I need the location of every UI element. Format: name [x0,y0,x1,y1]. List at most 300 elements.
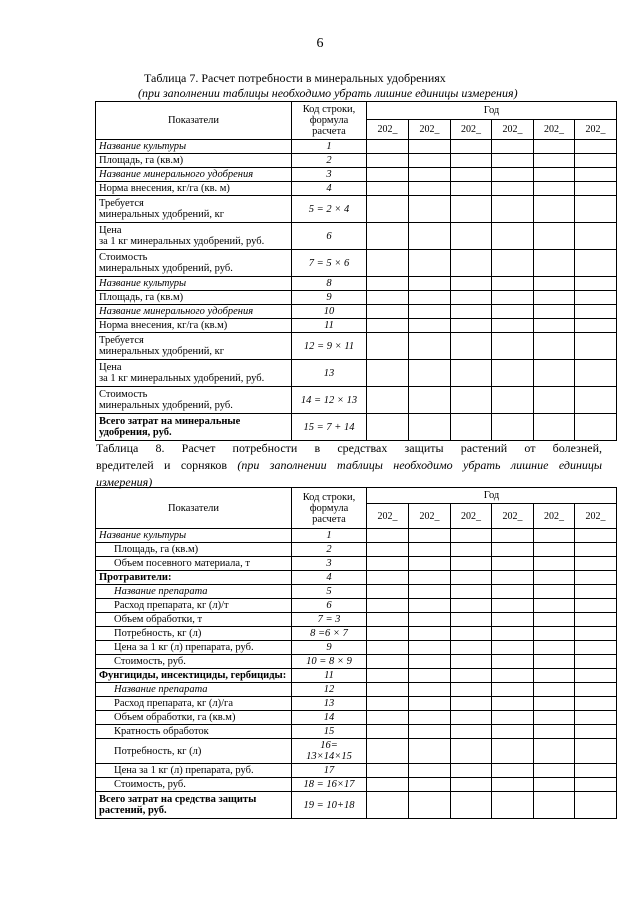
data-cell[interactable] [534,319,575,333]
data-cell[interactable] [492,387,534,414]
data-cell[interactable] [409,641,451,655]
data-cell[interactable] [492,697,534,711]
data-cell[interactable] [367,627,409,641]
data-cell[interactable] [409,778,451,792]
data-cell[interactable] [534,683,575,697]
table8-caption-line3: измерения) [96,475,153,489]
data-cell[interactable] [575,571,617,585]
data-cell[interactable] [367,387,409,414]
row-label-line: минеральных удобрений, кг [99,346,225,357]
data-cell[interactable] [492,319,534,333]
row-code: 11 [292,319,367,333]
data-cell[interactable] [492,655,534,669]
data-cell[interactable] [451,571,492,585]
data-cell[interactable] [575,683,617,697]
data-cell[interactable] [451,277,492,291]
data-cell[interactable] [367,250,409,277]
data-cell[interactable] [451,250,492,277]
data-cell[interactable] [409,154,451,168]
data-cell[interactable] [367,557,409,571]
data-cell[interactable] [367,543,409,557]
table7-note: (при заполнении таблицы необходимо убрать лишние единицы измерения) [138,86,518,100]
row-code: 9 [292,641,367,655]
row-label-line: за 1 кг минеральных удобрений, руб. [99,373,265,384]
data-cell[interactable] [451,196,492,223]
data-cell[interactable] [367,154,409,168]
data-cell[interactable] [451,557,492,571]
data-cell[interactable] [492,585,534,599]
data-cell[interactable] [534,764,575,778]
data-cell[interactable] [575,543,617,557]
row-label [96,360,292,387]
row-label-line: минеральных удобрений, кг [99,209,225,220]
header-year: Год [367,488,617,504]
data-cell[interactable] [451,711,492,725]
data-cell[interactable] [409,291,451,305]
row-code: 14 = 12 × 13 [292,387,367,414]
data-cell[interactable] [534,697,575,711]
data-cell[interactable] [575,168,617,182]
data-cell[interactable] [409,655,451,669]
data-cell[interactable] [409,196,451,223]
row-label: Потребность, кг (л) [96,627,292,641]
row-label: Кратность обработок [96,725,292,739]
row-code: 19 = 10+18 [292,792,367,819]
data-cell[interactable] [409,585,451,599]
data-cell[interactable] [534,360,575,387]
data-cell[interactable] [367,571,409,585]
data-cell[interactable] [451,291,492,305]
data-cell[interactable] [534,655,575,669]
data-cell[interactable] [575,739,617,764]
data-cell[interactable] [575,557,617,571]
data-cell[interactable] [492,792,534,819]
data-cell[interactable] [451,387,492,414]
row-label: Площадь, га (кв.м) [96,154,292,168]
data-cell[interactable] [409,277,451,291]
row-code: 1 [292,529,367,543]
row-code: 3 [292,557,367,571]
data-cell[interactable] [492,764,534,778]
data-cell[interactable] [451,360,492,387]
data-cell[interactable] [492,140,534,154]
data-cell[interactable] [492,223,534,250]
data-cell[interactable] [492,683,534,697]
row-label-section: Фунгициды, инсектициды, гербициды: [96,669,292,683]
data-cell[interactable] [534,613,575,627]
row-label: Норма внесения, кг/га (кв. м) [96,182,292,196]
data-cell[interactable] [409,333,451,360]
data-cell[interactable] [575,613,617,627]
data-cell[interactable] [409,669,451,683]
data-cell[interactable] [451,792,492,819]
row-code: 3 [292,168,367,182]
row-code: 12 [292,683,367,697]
row-label: Расход препарата, кг (л)/га [96,697,292,711]
data-cell[interactable] [409,250,451,277]
data-cell[interactable] [575,223,617,250]
data-cell[interactable] [534,778,575,792]
data-cell[interactable] [409,764,451,778]
data-cell[interactable] [492,627,534,641]
data-cell[interactable] [492,182,534,196]
data-cell[interactable] [367,599,409,613]
row-label: Объем обработки, га (кв.м) [96,711,292,725]
row-label-line: минеральных удобрений, руб. [99,263,233,274]
row-label-line: за 1 кг минеральных удобрений, руб. [99,236,265,247]
data-cell[interactable] [451,543,492,557]
row-label: Площадь, га (кв.м) [96,543,292,557]
row-label [96,196,292,223]
data-cell[interactable] [451,585,492,599]
data-cell[interactable] [409,223,451,250]
data-cell[interactable] [451,182,492,196]
data-cell[interactable] [409,360,451,387]
data-cell[interactable] [575,764,617,778]
data-cell[interactable] [575,196,617,223]
data-cell[interactable] [492,669,534,683]
year-col: 202_ [451,504,492,529]
row-label: Стоимость, руб. [96,778,292,792]
data-cell[interactable] [409,182,451,196]
row-label [96,333,292,360]
data-cell[interactable] [534,529,575,543]
data-cell[interactable] [367,360,409,387]
table8-note: (при заполнении таблицы необходимо убрать лишние единицы [237,458,603,472]
year-col: 202_ [451,120,492,140]
data-cell[interactable] [534,333,575,360]
row-code: 7 = 5 × 6 [292,250,367,277]
data-cell[interactable] [451,154,492,168]
table7-caption: Таблица 7. Расчет потребности в минеральных удобрениях [144,71,446,85]
data-cell[interactable] [534,168,575,182]
data-cell[interactable] [534,154,575,168]
data-cell[interactable] [367,168,409,182]
data-cell[interactable] [367,613,409,627]
data-cell[interactable] [367,140,409,154]
row-label: Название препарата [96,683,292,697]
data-cell[interactable] [492,414,534,441]
data-cell[interactable] [534,182,575,196]
year-col: 202_ [367,120,409,140]
header-code: Код строки, формула расчета [292,102,367,140]
data-cell[interactable] [409,627,451,641]
row-label-line: Требуется [99,335,144,346]
data-cell[interactable] [492,711,534,725]
data-cell[interactable] [367,641,409,655]
data-cell[interactable] [534,305,575,319]
data-cell[interactable] [534,557,575,571]
data-cell[interactable] [409,557,451,571]
data-cell[interactable] [409,792,451,819]
row-label: Стоимость, руб. [96,655,292,669]
data-cell[interactable] [492,250,534,277]
data-cell[interactable] [492,305,534,319]
data-cell[interactable] [492,154,534,168]
data-cell[interactable] [451,697,492,711]
data-cell[interactable] [575,277,617,291]
row-label-total: Всего затрат на средства защиты растений, руб. [96,792,292,819]
data-cell[interactable] [451,613,492,627]
data-cell[interactable] [492,196,534,223]
data-cell[interactable] [575,305,617,319]
data-cell[interactable] [492,613,534,627]
data-cell[interactable] [534,196,575,223]
row-code: 17 [292,764,367,778]
data-cell[interactable] [534,711,575,725]
row-label-line: Стоимость [99,252,148,263]
table8-caption-line2 [96,458,602,472]
data-cell[interactable] [367,333,409,360]
data-cell[interactable] [534,585,575,599]
data-cell[interactable] [575,585,617,599]
row-label: Название минерального удобрения [96,305,292,319]
year-col: 202_ [575,504,617,529]
data-cell[interactable] [409,697,451,711]
data-cell[interactable] [575,250,617,277]
data-cell[interactable] [367,223,409,250]
data-cell[interactable] [451,669,492,683]
data-cell[interactable] [409,599,451,613]
table8-caption-line1: Таблица 8. Расчет потребности в средствах защиты растений от болезней, [96,441,602,455]
row-code: 6 [292,223,367,250]
row-label: Название культуры [96,529,292,543]
data-cell[interactable] [534,792,575,819]
year-col: 202_ [492,504,534,529]
data-cell[interactable] [367,529,409,543]
data-cell[interactable] [492,333,534,360]
row-label-line: минеральных удобрений, руб. [99,400,233,411]
data-cell[interactable] [451,414,492,441]
data-cell[interactable] [409,571,451,585]
row-label: Название препарата [96,585,292,599]
data-cell[interactable] [534,250,575,277]
data-cell[interactable] [575,655,617,669]
data-cell[interactable] [451,140,492,154]
data-cell[interactable] [367,305,409,319]
data-cell[interactable] [409,543,451,557]
row-label [96,387,292,414]
data-cell[interactable] [451,739,492,764]
data-cell[interactable] [367,739,409,764]
row-label: Объем посевного материала, т [96,557,292,571]
data-cell[interactable] [367,319,409,333]
header-code: Код строки, формула расчета [292,488,367,529]
row-code: 2 [292,543,367,557]
row-code: 15 = 7 + 14 [292,414,367,441]
row-code: 13 [292,360,367,387]
data-cell[interactable] [534,277,575,291]
data-cell[interactable] [451,778,492,792]
data-cell[interactable] [409,305,451,319]
data-cell[interactable] [575,414,617,441]
data-cell[interactable] [409,739,451,764]
data-cell[interactable] [534,739,575,764]
data-cell[interactable] [367,655,409,669]
data-cell[interactable] [367,792,409,819]
data-cell[interactable] [409,529,451,543]
row-label: Название минерального удобрения [96,168,292,182]
data-cell[interactable] [367,669,409,683]
data-cell[interactable] [492,571,534,585]
row-code: 5 [292,585,367,599]
row-code: 4 [292,571,367,585]
data-cell[interactable] [451,725,492,739]
data-cell[interactable] [492,739,534,764]
data-cell[interactable] [367,277,409,291]
row-code: 15 [292,725,367,739]
data-cell[interactable] [367,683,409,697]
data-cell[interactable] [575,360,617,387]
data-cell[interactable] [492,529,534,543]
data-cell[interactable] [534,571,575,585]
row-label-line: Цена [99,362,122,373]
data-cell[interactable] [451,319,492,333]
data-cell[interactable] [409,683,451,697]
data-cell[interactable] [575,154,617,168]
data-cell[interactable] [575,697,617,711]
data-cell[interactable] [367,291,409,305]
data-cell[interactable] [409,387,451,414]
row-code-line: 16= [320,740,338,751]
data-cell[interactable] [367,414,409,441]
data-cell[interactable] [575,627,617,641]
data-cell[interactable] [575,778,617,792]
row-code: 6 [292,599,367,613]
data-cell[interactable] [451,599,492,613]
row-code: 1 [292,140,367,154]
data-cell[interactable] [409,613,451,627]
row-code: 7 = 3 [292,613,367,627]
header-year: Год [367,102,617,120]
data-cell[interactable] [451,529,492,543]
data-cell[interactable] [575,387,617,414]
row-label: Название культуры [96,277,292,291]
row-code: 5 = 2 × 4 [292,196,367,223]
data-cell[interactable] [534,291,575,305]
data-cell[interactable] [575,140,617,154]
data-cell[interactable] [367,196,409,223]
data-cell[interactable] [451,223,492,250]
year-col: 202_ [575,120,617,140]
data-cell[interactable] [409,711,451,725]
data-cell[interactable] [367,711,409,725]
data-cell[interactable] [492,291,534,305]
data-cell[interactable] [534,669,575,683]
table8-caption-text: вредителей и сорняков [96,458,228,472]
data-cell[interactable] [367,725,409,739]
row-label: Цена за 1 кг (л) препарата, руб. [96,641,292,655]
data-cell[interactable] [534,414,575,441]
data-cell[interactable] [492,725,534,739]
data-cell[interactable] [451,683,492,697]
row-code: 8 [292,277,367,291]
data-cell[interactable] [534,543,575,557]
row-code: 2 [292,154,367,168]
row-code: 9 [292,291,367,305]
data-cell[interactable] [575,641,617,655]
data-cell[interactable] [409,168,451,182]
data-cell[interactable] [451,627,492,641]
data-cell[interactable] [409,140,451,154]
row-label: Цена за 1 кг (л) препарата, руб. [96,764,292,778]
data-cell[interactable] [409,414,451,441]
data-cell[interactable] [367,697,409,711]
year-col: 202_ [409,504,451,529]
data-cell[interactable] [575,333,617,360]
data-cell[interactable] [367,764,409,778]
data-cell[interactable] [575,792,617,819]
row-label: Расход препарата, кг (л)/т [96,599,292,613]
data-cell[interactable] [534,140,575,154]
year-col: 202_ [492,120,534,140]
row-code: 12 = 9 × 11 [292,333,367,360]
data-cell[interactable] [451,333,492,360]
year-col: 202_ [367,504,409,529]
data-cell[interactable] [492,168,534,182]
data-cell[interactable] [451,655,492,669]
data-cell[interactable] [575,529,617,543]
data-cell[interactable] [492,557,534,571]
data-cell[interactable] [534,641,575,655]
data-cell[interactable] [492,599,534,613]
data-cell[interactable] [451,641,492,655]
data-cell[interactable] [409,319,451,333]
row-label [96,223,292,250]
row-label-line: Стоимость [99,389,148,400]
data-cell[interactable] [534,599,575,613]
row-code: 11 [292,669,367,683]
data-cell[interactable] [575,725,617,739]
data-cell[interactable] [492,778,534,792]
data-cell[interactable] [492,277,534,291]
data-cell[interactable] [575,599,617,613]
row-label: Норма внесения, кг/га (кв.м) [96,319,292,333]
row-code-line: 13×14×15 [306,751,352,762]
data-cell[interactable] [451,168,492,182]
data-cell[interactable] [492,641,534,655]
data-cell[interactable] [534,387,575,414]
row-label-line: Цена [99,225,122,236]
data-cell[interactable] [575,319,617,333]
data-cell[interactable] [575,182,617,196]
data-cell[interactable] [367,585,409,599]
table8 [95,487,617,819]
year-col: 202_ [534,120,575,140]
table7 [95,101,617,441]
data-cell[interactable] [575,669,617,683]
data-cell[interactable] [492,360,534,387]
row-label: Потребность, кг (л) [96,739,292,764]
data-cell[interactable] [575,711,617,725]
data-cell[interactable] [367,182,409,196]
row-label: Площадь, га (кв.м) [96,291,292,305]
data-cell[interactable] [367,778,409,792]
row-label [96,250,292,277]
data-cell[interactable] [451,305,492,319]
row-code: 8 =6 × 7 [292,627,367,641]
data-cell[interactable] [534,627,575,641]
data-cell[interactable] [409,725,451,739]
data-cell[interactable] [451,764,492,778]
data-cell[interactable] [492,543,534,557]
data-cell[interactable] [534,725,575,739]
row-code [292,739,367,764]
data-cell[interactable] [575,291,617,305]
header-indicators: Показатели [96,102,292,140]
data-cell[interactable] [534,223,575,250]
row-label: Название культуры [96,140,292,154]
